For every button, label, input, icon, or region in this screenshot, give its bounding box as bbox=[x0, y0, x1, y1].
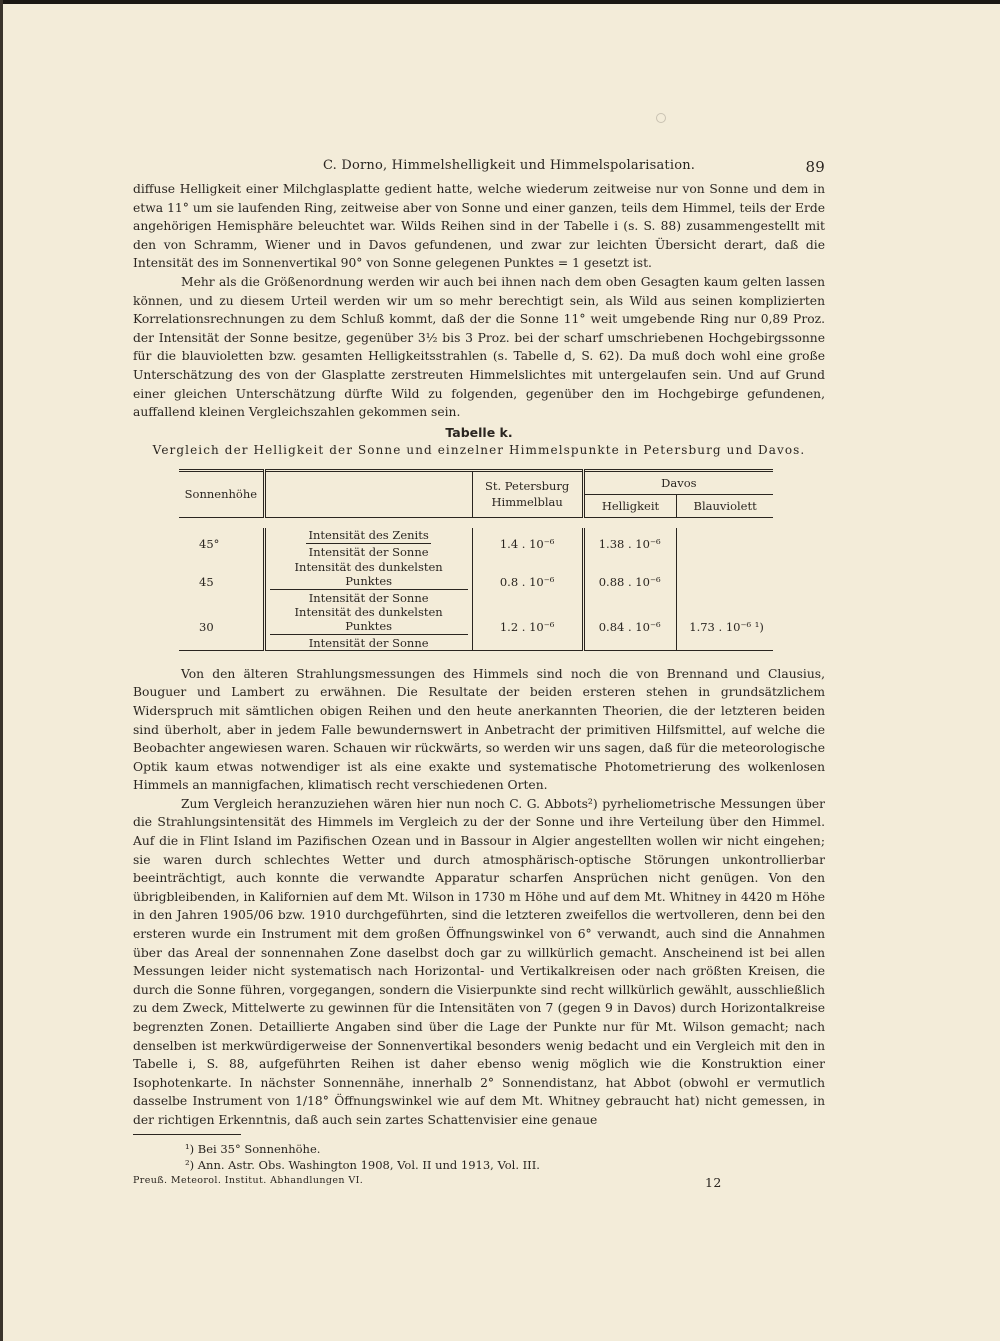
header-helligkeit: Helligkeit bbox=[583, 494, 677, 517]
table-row bbox=[179, 528, 773, 560]
footnote-1: ¹) Bei 35° Sonnenhöhe. bbox=[185, 1141, 321, 1156]
cell-helligkeit: 0.84 . 10⁻⁶ bbox=[583, 605, 677, 651]
cell-blauviolett bbox=[677, 560, 773, 605]
ratio-fraction bbox=[306, 528, 430, 559]
running-head-title: C. Dorno, Himmelshelligkeit und Himmelspolarisation. bbox=[323, 158, 696, 173]
ratio-fraction bbox=[270, 560, 468, 605]
paper-speck bbox=[656, 113, 666, 123]
cell-petersburg: 1.2 . 10⁻⁶ bbox=[472, 605, 583, 651]
cell-hoehe: 45° bbox=[179, 528, 264, 560]
page-footer bbox=[133, 1175, 825, 1193]
scan-left-edge bbox=[0, 0, 3, 1341]
ratio-fraction bbox=[270, 605, 468, 650]
header-sonnenhoehe: Sonnenhöhe bbox=[179, 470, 264, 517]
fraction-denominator: Intensität der Sonne bbox=[308, 635, 429, 650]
paragraph-1: diffuse Helligkeit einer Milchglasplatte gedient hatte, welche wiederum zeitweise nur von Sonne und dem in etwa 11° um sie laufenden Ring, zeitweise aber von Sonne und einer ganzen, teils dem Himmel, teils der Erde angehörigen Hemisphäre beleuchtet war. Wilds Reihen sind in der Tabelle i (s. S. 88) zusammengestellt mit den von Schramm, Wiener und in Davos gefundenen, und zwar zur leichten Übersicht derart, daß die Intensität des im Sonnenvertikal 90° von Sonne gelegenen Punktes = 1 gesetzt ist. bbox=[133, 182, 825, 271]
header-blauviolett: Blauviolett bbox=[677, 494, 773, 517]
cell-blauviolett bbox=[677, 528, 773, 560]
scan-top-edge bbox=[0, 0, 1000, 4]
cell-helligkeit: 1.38 . 10⁻⁶ bbox=[583, 528, 677, 560]
cell-hoehe: 30 bbox=[179, 605, 264, 651]
cell-hoehe: 45 bbox=[179, 560, 264, 605]
signature-mark: 12 bbox=[705, 1174, 722, 1190]
paragraph-4: Zum Vergleich heranzuziehen wären hier nun noch C. G. Abbots²) pyrheliometrische Messungen über die Strahlungsintensität des Himmels im Vergleich zu der der Sonne und ihre Verteilung über den Himmel. Auf die in Flint Island im Pazifischen Ozean und in Bassour in Algier angestellten wollen wir nicht eingehen; sie waren durch schlechtes Wetter und durch atmosphärisch-optische Störungen unkontrollierbar beeinträchtigt, auch konnte die verwandte Apparatur scharfen Ansprüchen nicht genügen. Von den übrigbleibenden, in Kalifornien auf dem Mt. Wilson in 1730 m Höhe und auf dem Mt. Whitney in 4420 m Höhe in den Jahren 1905/06 bzw. 1910 durchgeführten, sind die letzteren zweifellos die wertvolleren, denn bei den ersteren wurde ein Instrument mit dem großen Öffnungswinkel von 6° verwandt, auch sind die Annahmen über das Areal der sonnennahen Zone daselbst doch gar zu willkürlich gemacht. Anscheinend ist bei allen Messungen leider nicht systematisch nach Horizontal- und Vertikalkreisen oder nach größten Kreisen, die durch die Sonne führen, vorgegangen, sondern die Visierpunkte sind recht willkürlich gewählt, ausschließlich zu dem Zweck, Mittelwerte zu gewinnen für die Intensitäten von 7 (gegen 9 in Davos) durch Horizontalkreise begrenzten Zonen. Detaillierte Angaben sind über die Lage der Punkte nur für Mt. Wilson gemacht; nach denselben ist merkwürdigerweise der Sonnenvertikal besonders wenig bedacht und ein Vergleich mit den in Tabelle i, S. 88, aufgeführten Reihen ist daher ebenso wenig möglich wie die Konstruktion einer Isophotenkarte. In nächster Sonnennähe, innerhalb 2° Sonnendistanz, hat Abbot (obwohl er vermutlich dasselbe Instrument von 1/18° Öffnungswinkel wie auf dem Mt. Whitney gebraucht hat) nicht gemessen, in der richtigen Erkenntnis, daß auch sein zartes Schattenvisier eine genaue bbox=[133, 796, 825, 1127]
table-row bbox=[179, 605, 773, 651]
header-petersburg: St. Petersburg Himmelblau bbox=[472, 470, 583, 517]
footnotes bbox=[185, 1141, 825, 1173]
footnote-2: ²) Ann. Astr. Obs. Washington 1908, Vol. II und 1913, Vol. III. bbox=[185, 1157, 540, 1172]
fraction-numerator: Intensität des Zenits bbox=[308, 528, 429, 543]
table-row bbox=[179, 560, 773, 605]
fraction-denominator: Intensität der Sonne bbox=[308, 545, 429, 560]
header-ratio bbox=[264, 470, 472, 517]
fraction-denominator: Intensität der Sonne bbox=[308, 590, 429, 605]
cell-blauviolett: 1.73 . 10⁻⁶ ¹) bbox=[689, 620, 764, 635]
footnote-rule bbox=[133, 1134, 241, 1135]
table-caption: Vergleich der Helligkeit der Sonne und einzelner Himmelspunkte in Petersburg und Davos. bbox=[152, 442, 806, 457]
footer-institute: Preuß. Meteorol. Institut. Abhandlungen VI. bbox=[133, 1174, 364, 1186]
paragraph-3: Von den älteren Strahlungsmessungen des Himmels sind noch die von Brennand und Clausius, Bouguer und Lambert zu erwähnen. Die Resultate der beiden ersteren stehen in grundsätzlichem Widerspruch mit sämtlichen obigen Reihen und den heute anerkannten Theorien, die der letzteren beiden sind überholt, aber in jedem Falle bewundernswert in Anbetracht der primitiven Hilfsmittel, auf welche die Beobachter angewiesen waren. Schauen wir rückwärts, so werden wir uns sagen, daß für die meteorologische Optik kaum etwas notwendiger ist als eine exakte und systematische Photometrierung des wolkenlosen Himmels an mannigfachen, klimatisch recht verschiedenen Orten. bbox=[133, 666, 825, 793]
table-label: Tabelle k. bbox=[445, 424, 513, 440]
page-number: 89 bbox=[805, 158, 825, 176]
header-davos: Davos bbox=[583, 470, 773, 494]
paragraph-2: Mehr als die Größenordnung werden wir auch bei ihnen nach dem oben Gesagten kaum gelten lassen können, und zu diesem Urteil werden wir um so mehr berechtigt sein, als Wild aus seinen komplizierten Korrelationsrechnungen zu dem Schluß kommt, daß der die Sonne 11° weit umgebende Ring nur 0,89 Proz. der Intensität der Sonne besitze, gegenüber 3½ bis 3 Proz. bei der scharf umschriebenen Hochgebirgssonne für die blauvioletten bzw. gesamten Helligkeitsstrahlen (s. Tabelle d, S. 62). Da muß doch wohl eine große Unterschätzung des von der Glasplatte zerstreuten Himmelslichtes mit untergelaufen sein. Und auf Grund einer gleichen Unterschätzung dürfte Wild zu folgenden, gegenüber den im Hochgebirge gefundenen, auffallend kleinen Vergleichszahlen gekommen sein. bbox=[133, 274, 825, 420]
cell-helligkeit: 0.88 . 10⁻⁶ bbox=[583, 560, 677, 605]
fraction-numerator: Intensität des dunkelsten Punktes bbox=[270, 560, 468, 590]
page-content bbox=[133, 158, 825, 1193]
cell-petersburg: 1.4 . 10⁻⁶ bbox=[472, 528, 583, 560]
cell-petersburg: 0.8 . 10⁻⁶ bbox=[472, 560, 583, 605]
fraction-numerator: Intensität des dunkelsten Punktes bbox=[270, 605, 468, 635]
running-head bbox=[133, 158, 825, 180]
comparison-table bbox=[179, 469, 773, 651]
